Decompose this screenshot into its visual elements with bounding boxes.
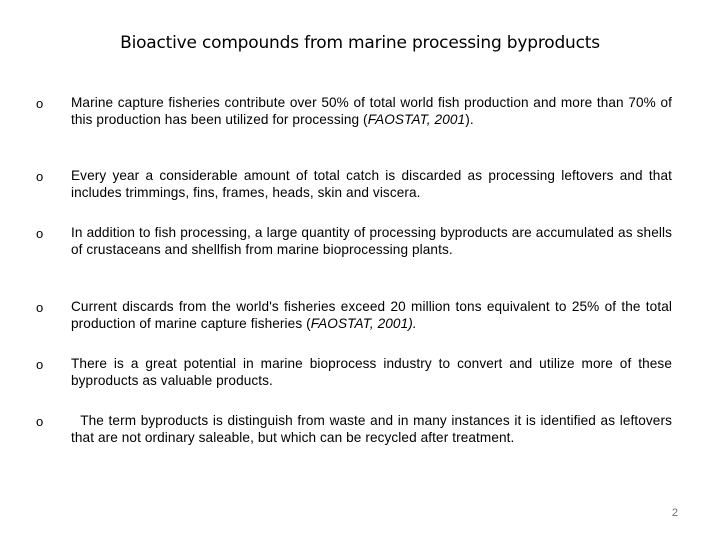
bullet-text [71,412,676,446]
bullet-marker-icon: o [36,414,44,429]
slide-title: Bioactive compounds from marine processing byproducts [120,33,600,53]
bullet-marker-icon: o [36,357,44,372]
bullet-body: Marine capture fisheries contribute over 50% of total world fish production and more than 70% of this production has been utilized for processing ( [71,95,672,127]
bullet-body: There is a great potential in marine bioprocess industry to convert and utilize more of these byproducts as valuable products. [71,356,672,388]
citation: FAOSTAT, 2001 [367,112,466,127]
bullet-text [71,94,672,128]
bullet-text [71,224,672,258]
citation-close: ). [465,112,474,127]
bullet-marker-icon: o [36,226,44,241]
bullet-marker-icon: o [36,96,44,111]
bullet-marker-icon: o [36,169,44,184]
bullet-text [71,355,672,389]
bullet-body: In addition to fish processing, a large quantity of processing byproducts are accumulated as shells of crustaceans and shellfish from marine bioprocessing plants. [71,225,672,257]
citation: FAOSTAT, 2001). [310,316,417,331]
bullet-body: Current discards from the world's fisheries exceed 20 million tons equivalent to 25% of the total production of marine capture fisheries ( [71,299,672,331]
bullet-text [71,167,672,201]
bullet-body: Every year a considerable amount of total catch is discarded as processing leftovers and that includes trimmings, fins, frames, heads, skin and viscera. [71,168,672,200]
bullet-text [71,298,672,332]
page-number: 2 [671,507,678,519]
bullet-body: The term byproducts is distinguish from waste and in many instances it is identified as leftovers that are not ordinary saleable, but which can be recycled after treatment. [71,413,676,445]
bullet-marker-icon: o [36,300,44,315]
